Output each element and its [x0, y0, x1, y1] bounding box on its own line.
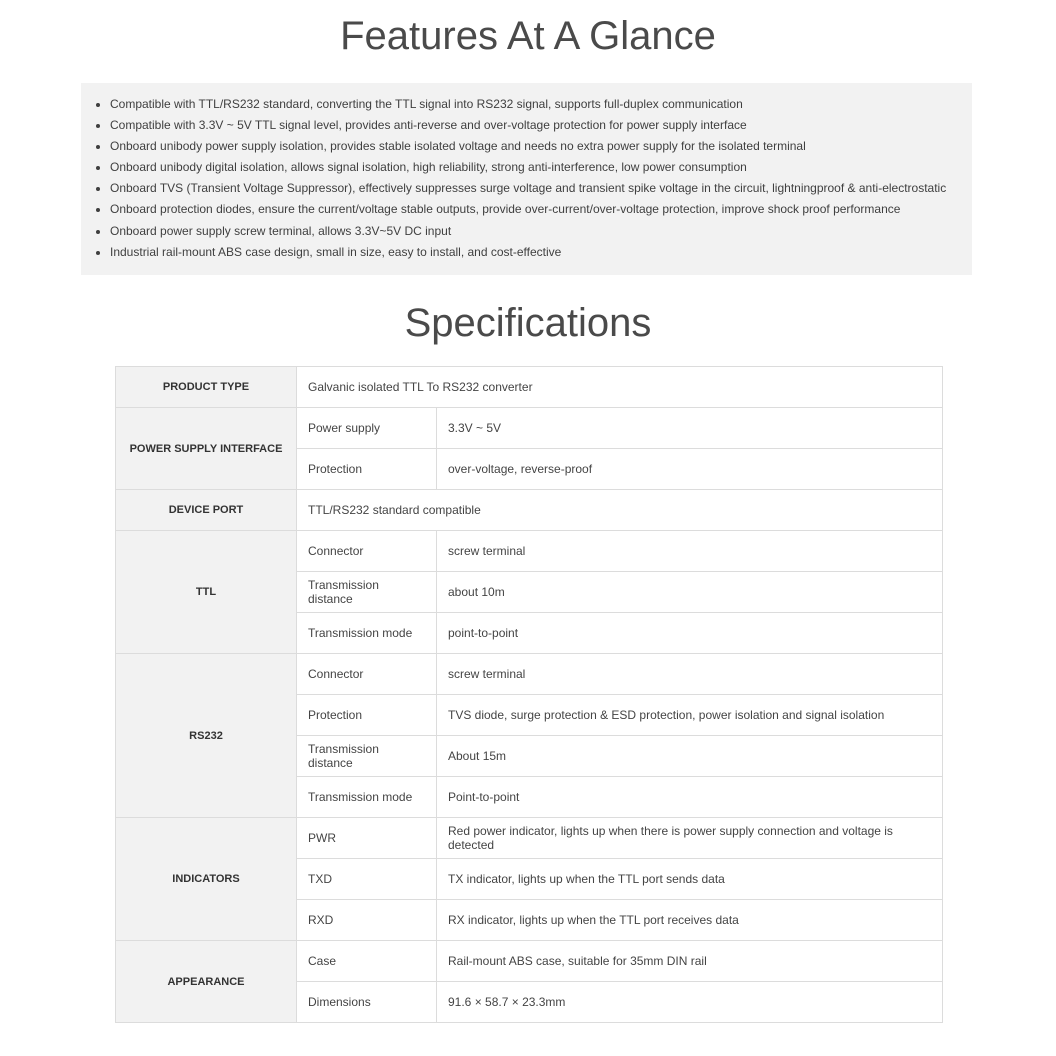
spec-category-product-type: PRODUCT TYPE: [116, 367, 297, 408]
feature-item: • Onboard TVS (Transient Voltage Suppressor), effectively suppresses surge voltage and transient spike voltage in the circuit, lightningproof & anti-electrostatic: [110, 178, 972, 199]
features-list: [81, 83, 972, 263]
feature-item: • Onboard power supply screw terminal, allows 3.3V~5V DC input: [110, 221, 972, 242]
spec-category-power-supply: POWER SUPPLY INTERFACE: [116, 408, 297, 490]
spec-value: TVS diode, surge protection & ESD protection, power isolation and signal isolation: [437, 695, 943, 736]
spec-value: 91.6 × 58.7 × 23.3mm: [437, 982, 943, 1023]
spec-category-rs232: RS232: [116, 654, 297, 818]
spec-category-device-port: DEVICE PORT: [116, 490, 297, 531]
spec-category-appearance: APPEARANCE: [116, 941, 297, 1023]
spec-value: TTL/RS232 standard compatible: [297, 490, 943, 531]
spec-value: Red power indicator, lights up when there is power supply connection and voltage is detected: [437, 818, 943, 859]
spec-key: Transmission mode: [297, 777, 437, 818]
spec-key: Transmission mode: [297, 613, 437, 654]
table-row: [116, 654, 943, 695]
feature-item: • Onboard unibody digital isolation, allows signal isolation, high reliability, strong anti-interference, low power consumption: [110, 157, 972, 178]
spec-value: RX indicator, lights up when the TTL port receives data: [437, 900, 943, 941]
spec-key: Power supply: [297, 408, 437, 449]
spec-value: TX indicator, lights up when the TTL port sends data: [437, 859, 943, 900]
table-row: [116, 408, 943, 449]
feature-item: • Industrial rail-mount ABS case design, small in size, easy to install, and cost-effective: [110, 242, 972, 263]
features-heading: Features At A Glance: [340, 14, 716, 58]
table-row: [116, 367, 943, 408]
spec-value: about 10m: [437, 572, 943, 613]
spec-value: Galvanic isolated TTL To RS232 converter: [297, 367, 943, 408]
feature-item: • Onboard protection diodes, ensure the current/voltage stable outputs, provide over-current/over-voltage protection, improve shock proof performance: [110, 199, 972, 220]
spec-key: TXD: [297, 859, 437, 900]
features-panel: [81, 83, 972, 275]
spec-key: Transmission distance: [297, 572, 437, 613]
table-row: [116, 531, 943, 572]
spec-key: PWR: [297, 818, 437, 859]
table-row: [116, 941, 943, 982]
spec-key: Protection: [297, 695, 437, 736]
table-row: [116, 818, 943, 859]
feature-item: • Compatible with 3.3V ~ 5V TTL signal level, provides anti-reverse and over-voltage protection for power supply interface: [110, 115, 972, 136]
spec-key: Connector: [297, 654, 437, 695]
spec-value: Point-to-point: [437, 777, 943, 818]
spec-value: screw terminal: [437, 654, 943, 695]
spec-category-indicators: INDICATORS: [116, 818, 297, 941]
spec-value: 3.3V ~ 5V: [437, 408, 943, 449]
specifications-heading: Specifications: [404, 301, 652, 345]
spec-key: RXD: [297, 900, 437, 941]
spec-key: Case: [297, 941, 437, 982]
spec-value: Rail-mount ABS case, suitable for 35mm DIN rail: [437, 941, 943, 982]
spec-value: screw terminal: [437, 531, 943, 572]
feature-item: • Compatible with TTL/RS232 standard, converting the TTL signal into RS232 signal, supports full-duplex communication: [110, 94, 972, 115]
spec-key: Connector: [297, 531, 437, 572]
feature-item: • Onboard unibody power supply isolation, provides stable isolated voltage and needs no extra power supply for the isolated terminal: [110, 136, 972, 157]
spec-key: Dimensions: [297, 982, 437, 1023]
spec-value: About 15m: [437, 736, 943, 777]
spec-key: Protection: [297, 449, 437, 490]
table-row: [116, 490, 943, 531]
specifications-table: [115, 366, 943, 1023]
spec-category-ttl: TTL: [116, 531, 297, 654]
spec-value: over-voltage, reverse-proof: [437, 449, 943, 490]
spec-key: Transmission distance: [297, 736, 437, 777]
spec-value: point-to-point: [437, 613, 943, 654]
